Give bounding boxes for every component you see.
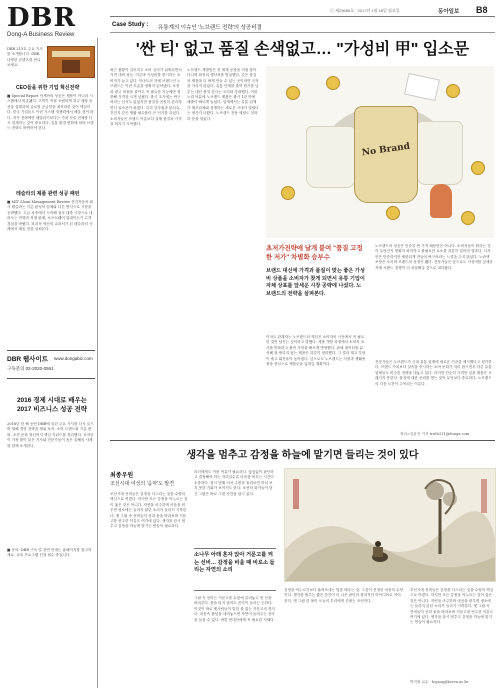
ink-painting <box>284 468 496 582</box>
coin-7 <box>461 211 475 225</box>
bottom-credit: 박지원 교수 · hsjang@korea.ac.kr <box>410 680 469 684</box>
cover-band <box>52 51 90 57</box>
bottom-quote: 소나무 아래 혼자 앉아 거문고를 켜는 선비… 감정을 비울 때 비로소 들리는 자연의 소리 <box>194 552 275 574</box>
sidebar-divider <box>97 38 98 688</box>
headline-part-2: "가성비 甲" 입소문 <box>331 41 470 58</box>
section3-title: 2016 경제 시대로 배우는 2017 비즈니스 성공 전략 <box>16 397 88 413</box>
coin-4 <box>281 186 295 200</box>
top-col-3: 노브랜드의 성공은 단순히 싼 가격 때문만은 아니다. 소비자들이 원하는 것이 무엇인지 정확히 파악하고 불필요한 요소를 과감히 덜어낸 결과다. 디자인은 단순하지만 세련되게 만들어 싸구려라는 느낌을 주지 않았다. 노란색 포장은 오히려 브랜드의 상징이 됐다. 전문가들은 앞으로도 가성비를 앞세운 자체 브랜드 경쟁이 더 치열해질 것으로 내다봤다. <box>375 244 493 270</box>
magazine-cover <box>47 46 95 78</box>
bottom-col-5: 조선시대 선비들은 감정을 다스리는 것을 수양의 핵심으로 여겼다. 하지만 모든 감정을 억누르는 것이 옳은 것은 아니다. 자연을 마주하며 마음을 비우면 평소에는 들리지 않던 소리가 들리기 시작한다. 옛 그림 속 선비들이 산과 물을 바라보며 거문고를 연주한 이유도 여기에 있다. 생각을 잠시 멈추고 감정을 하늘에 맡기는 연습이 필요하다. <box>410 588 494 625</box>
top-headline <box>110 40 495 60</box>
author-name: 최종우원 <box>110 473 134 479</box>
dbr-logo: DBR <box>7 3 77 33</box>
section1-title: CEO들을 위한 기업 혁신전략 <box>16 85 80 91</box>
case-study-topic: 유통계의 이슈인 '노브랜드 전략'의 성공비결 <box>158 24 262 31</box>
section2-text: ■ MIT Sloan Management Review 전기자동차 회사 테슬라는 기존 완성차 업체와 다른 방식으로 시장을 공략했다. 고급 차종에서 시작해 점차 대중 시장으로 내려오는 전략과 직영 판매, 소프트웨어 업데이트가 고객 경험을 바꿨다. 파괴적 혁신의 교과서가 된 테슬라의 사례에서 배울 점을 살펴본다. <box>7 200 94 232</box>
sidebar-rule-1 <box>7 350 95 351</box>
paper-note <box>404 73 440 101</box>
sidebar-notes: ■ 문의: DBR 구독 및 강연 안내는 홈페이지를 참고하세요. 교육 프로그램 신청 접수 중입니다. <box>7 548 92 558</box>
subscribe-info: 구독문의 02-2020-0561 <box>7 366 54 371</box>
bag-left <box>306 126 356 188</box>
top-col-1: 최근 불황이 길어지고 소비 심리가 위축되면서 가격 대비 성능, 이른바 가성비를 중시하는 소비자가 늘고 있다. 이마트의 자체 브랜드인 노브랜드는 이런 흐름을 정확히 읽어냈다. 포장과 광고 비용을 줄이고 꼭 필요한 기능에만 집중해 가격을 크게 낮췄다. 출시 초기에는 싸구려라는 인식도 있었지만 품질을 꼼꼼히 관리하면서 입소문이 퍼졌다. 특히 감자칩과 물티슈, 건전지 같은 생활 필수품이 큰 인기를 끌었다. 소비자들은 브랜드 이름보다 실제 품질과 가격을 따지기 시작했다. <box>110 68 182 127</box>
headline-part-1: '싼 티' 없고 품질 손색없고… <box>135 41 332 58</box>
case-study-label: Case Study : <box>112 22 149 28</box>
coin-5 <box>386 206 400 220</box>
cover-image <box>62 60 80 73</box>
no-brand-label: No Brand <box>361 141 411 159</box>
bottom-col-1: 조선시대 선비들은 감정을 다스리는 것을 수양의 핵심으로 여겼다. 하지만 모든 감정을 억누르는 것이 옳은 것은 아니다. 자연을 마주하며 마음을 비우면 평소에는 들리지 않던 소리가 들리기 시작한다. 옛 그림 속 선비들이 산과 물을 바라보며 거문고를 연주한 이유도 여기에 있다. 생각을 잠시 멈추고 감정을 하늘에 맡기는 연습이 필요하다. <box>110 492 188 529</box>
section1-text: ■ Special Report 이케아의 성공은 제품이 아니라 시스템에서 비롯됐다. 고객이 직접 조립하게 하고 매장 동선을 설계하며 글로벌 공급망을 최적화한 것이 핵심이다. 한국 기업들도 이런 시스템 경쟁력에서 배울 점이 많다. 저가 전략에만 매달리기보다는 가치 사슬 전체를 다시 설계하는 것이 중요하다. 유통 환경 변화에 따라 브랜드 전략도 바뀌어야 한다. <box>7 94 94 131</box>
bag-right <box>416 121 463 185</box>
coin-1 <box>286 86 300 100</box>
author-title: 조선시대 여성의 '음악'도 발견 <box>110 481 175 487</box>
section3-text: 2016년 한 해 동안 DBR에 실린 주요 기사를 다시 읽으며 새해 경영 전략을 세워 보자. 소비 트렌드와 기술 변화, 조직 문화 혁신까지 핵심 키워드를 정리했다. 독자들이 가장 많이 읽은 기사와 전문가들이 꼽은 올해의 사례를 함께 소개한다. <box>7 422 94 448</box>
painting-art <box>285 469 495 581</box>
top-rule <box>110 16 495 17</box>
coin-3 <box>471 161 485 175</box>
center-bag <box>354 106 418 203</box>
newspaper-name: 동아일보 <box>438 9 460 15</box>
section2-title: 테슬라의 제품 관련 성공 패턴 <box>16 191 80 197</box>
bottom-col-4: 감정을 억누르기보다 흘려보내는 법을 배우는 것, 그것이 진정한 마음의 수양이다. 생각을 멈추는 짧은 순간이 더 나은 판단과 창의적인 아이디어로 이어진다. 옛 그림 한 폭이 오늘의 우리에게 건네는 조언이다. <box>284 588 404 603</box>
page-number: B8 <box>476 5 488 15</box>
pull-quote-body: 브랜드 대신에 가격과 품질이 맞는 좋은 가성비 상품을 소비자가 찾게 되면서 유통 기업이 자체 상표를 앞세운 시장 공략에 나섰다. 노브랜드의 전략을 살펴본다. <box>266 268 365 297</box>
top-col-2: 노브랜드 개발팀은 전 세계 공장을 직접 찾아다니며 최적의 생산처를 발굴했다. 같은 품질의 제품을 더 싸게 만들 수 있는 곳이라면 국적을 가리지 않았다. 유통 단계를 줄여 원가를 낮추는 대신 품질 검사는 오히려 강화했다. 이런 노력 덕분에 노브랜드 제품은 출시 1년 만에 매출이 빠르게 늘었다. 업계에서는 유통 업체가 제조업체와 경쟁하는 새로운 시대가 열렸다는 평가가 나왔다. 노브랜드 전용 매장도 잇따라 문을 열었다. <box>187 68 259 121</box>
quote-rule-top <box>194 548 276 549</box>
top-byline: 정리=김윤진 기자 truth311@donga.com <box>400 432 470 436</box>
site-label: DBR 웹사이트 <box>7 356 49 363</box>
sidebar-rule-2 <box>7 378 95 379</box>
dbr-subtitle: Dong-A Business Review <box>7 32 75 38</box>
coin-2 <box>446 84 460 98</box>
case-rule <box>110 32 495 33</box>
promo-text: DBR 215호 주요 기사를 소개합니다. DBR 다양한 콘텐츠를 만나보세요. <box>7 47 43 68</box>
bottom-col-3: 그림 속 선비는 거문고를 무릎에 올려놓고 먼 산을 바라본다. 줄을 타지 않아도 음악이 들리는 듯하다. 이것이 바로 옛사람들이 말한 줄 없는 거문고의 경지다. 마음속 잡념을 내려놓으면 자연이 들려주는 음악을 들을 수 있다. 바쁜 현대인에게 꼭 필요한 지혜다. <box>194 596 275 622</box>
top-col-5: 전문가들은 노브랜드가 국내 유통 업계에 새로운 기준을 제시했다고 평가한다. 브랜드 가치보다 실속을 중시하는 소비 문화가 자리 잡으면서 다른 유통 업체들도 비슷한 전략을 내놓고 있다. 하지만 단순히 가격만 낮춘 제품은 오래가지 못한다. 품질에 대한 신뢰를 쌓는 것이 무엇보다 중요하다. 노브랜드의 다음 도전이 주목되는 이유다. <box>375 360 492 386</box>
no-brand-illustration <box>266 66 494 238</box>
quote-rule-bottom <box>194 590 276 591</box>
issue-info: ⓒ 제29685호 · 2017년 1월 16일 월요일 <box>330 8 400 13</box>
figure-hand <box>430 184 452 218</box>
site-url[interactable]: www.dongabiz.com <box>54 356 93 361</box>
pull-quote: 초저가전략에 날개 붙여 "품질 고정한 저가" 차별화 승부수 <box>266 245 363 261</box>
bottom-rule <box>110 440 495 441</box>
pull-quote-box <box>266 244 366 298</box>
coin-6 <box>326 76 340 90</box>
bottom-headline: 생각을 멈추고 감정을 하늘에 맡기면 들리는 것이 있다 <box>186 450 419 461</box>
top-col-4: 이마트 관계자는 노브랜드의 핵심은 소비자의 시선에서 꼭 필요한 것만 남기는 것이라고 말했다. 제품 개발 과정에서 소비자 조사를 반복하고 불만 사항을 빠르게 반영했다. 판매 데이터를 분석해 잘 팔리지 않는 제품은 과감히 정리했다. 그 결과 재고 부담이 줄고 회전율이 높아졌다. 앞으로도 노브랜드는 식품과 생활용품을 중심으로 제품군을 넓혀갈 계획이다. <box>266 335 366 367</box>
bottom-col-2: 리더에게도 이런 여유가 필요하다. 끊임없이 판단하고 결정해야 하는 자리일수록 마음을 비우는 시간이 소중하다. 잠시 멈춰 서서 주변을 둘러보면 미처 보지 못한 기회가 보이기도 한다. 조선의 화가들이 남긴 그림은 바로 그런 순간을 담고 있다. <box>194 470 274 496</box>
